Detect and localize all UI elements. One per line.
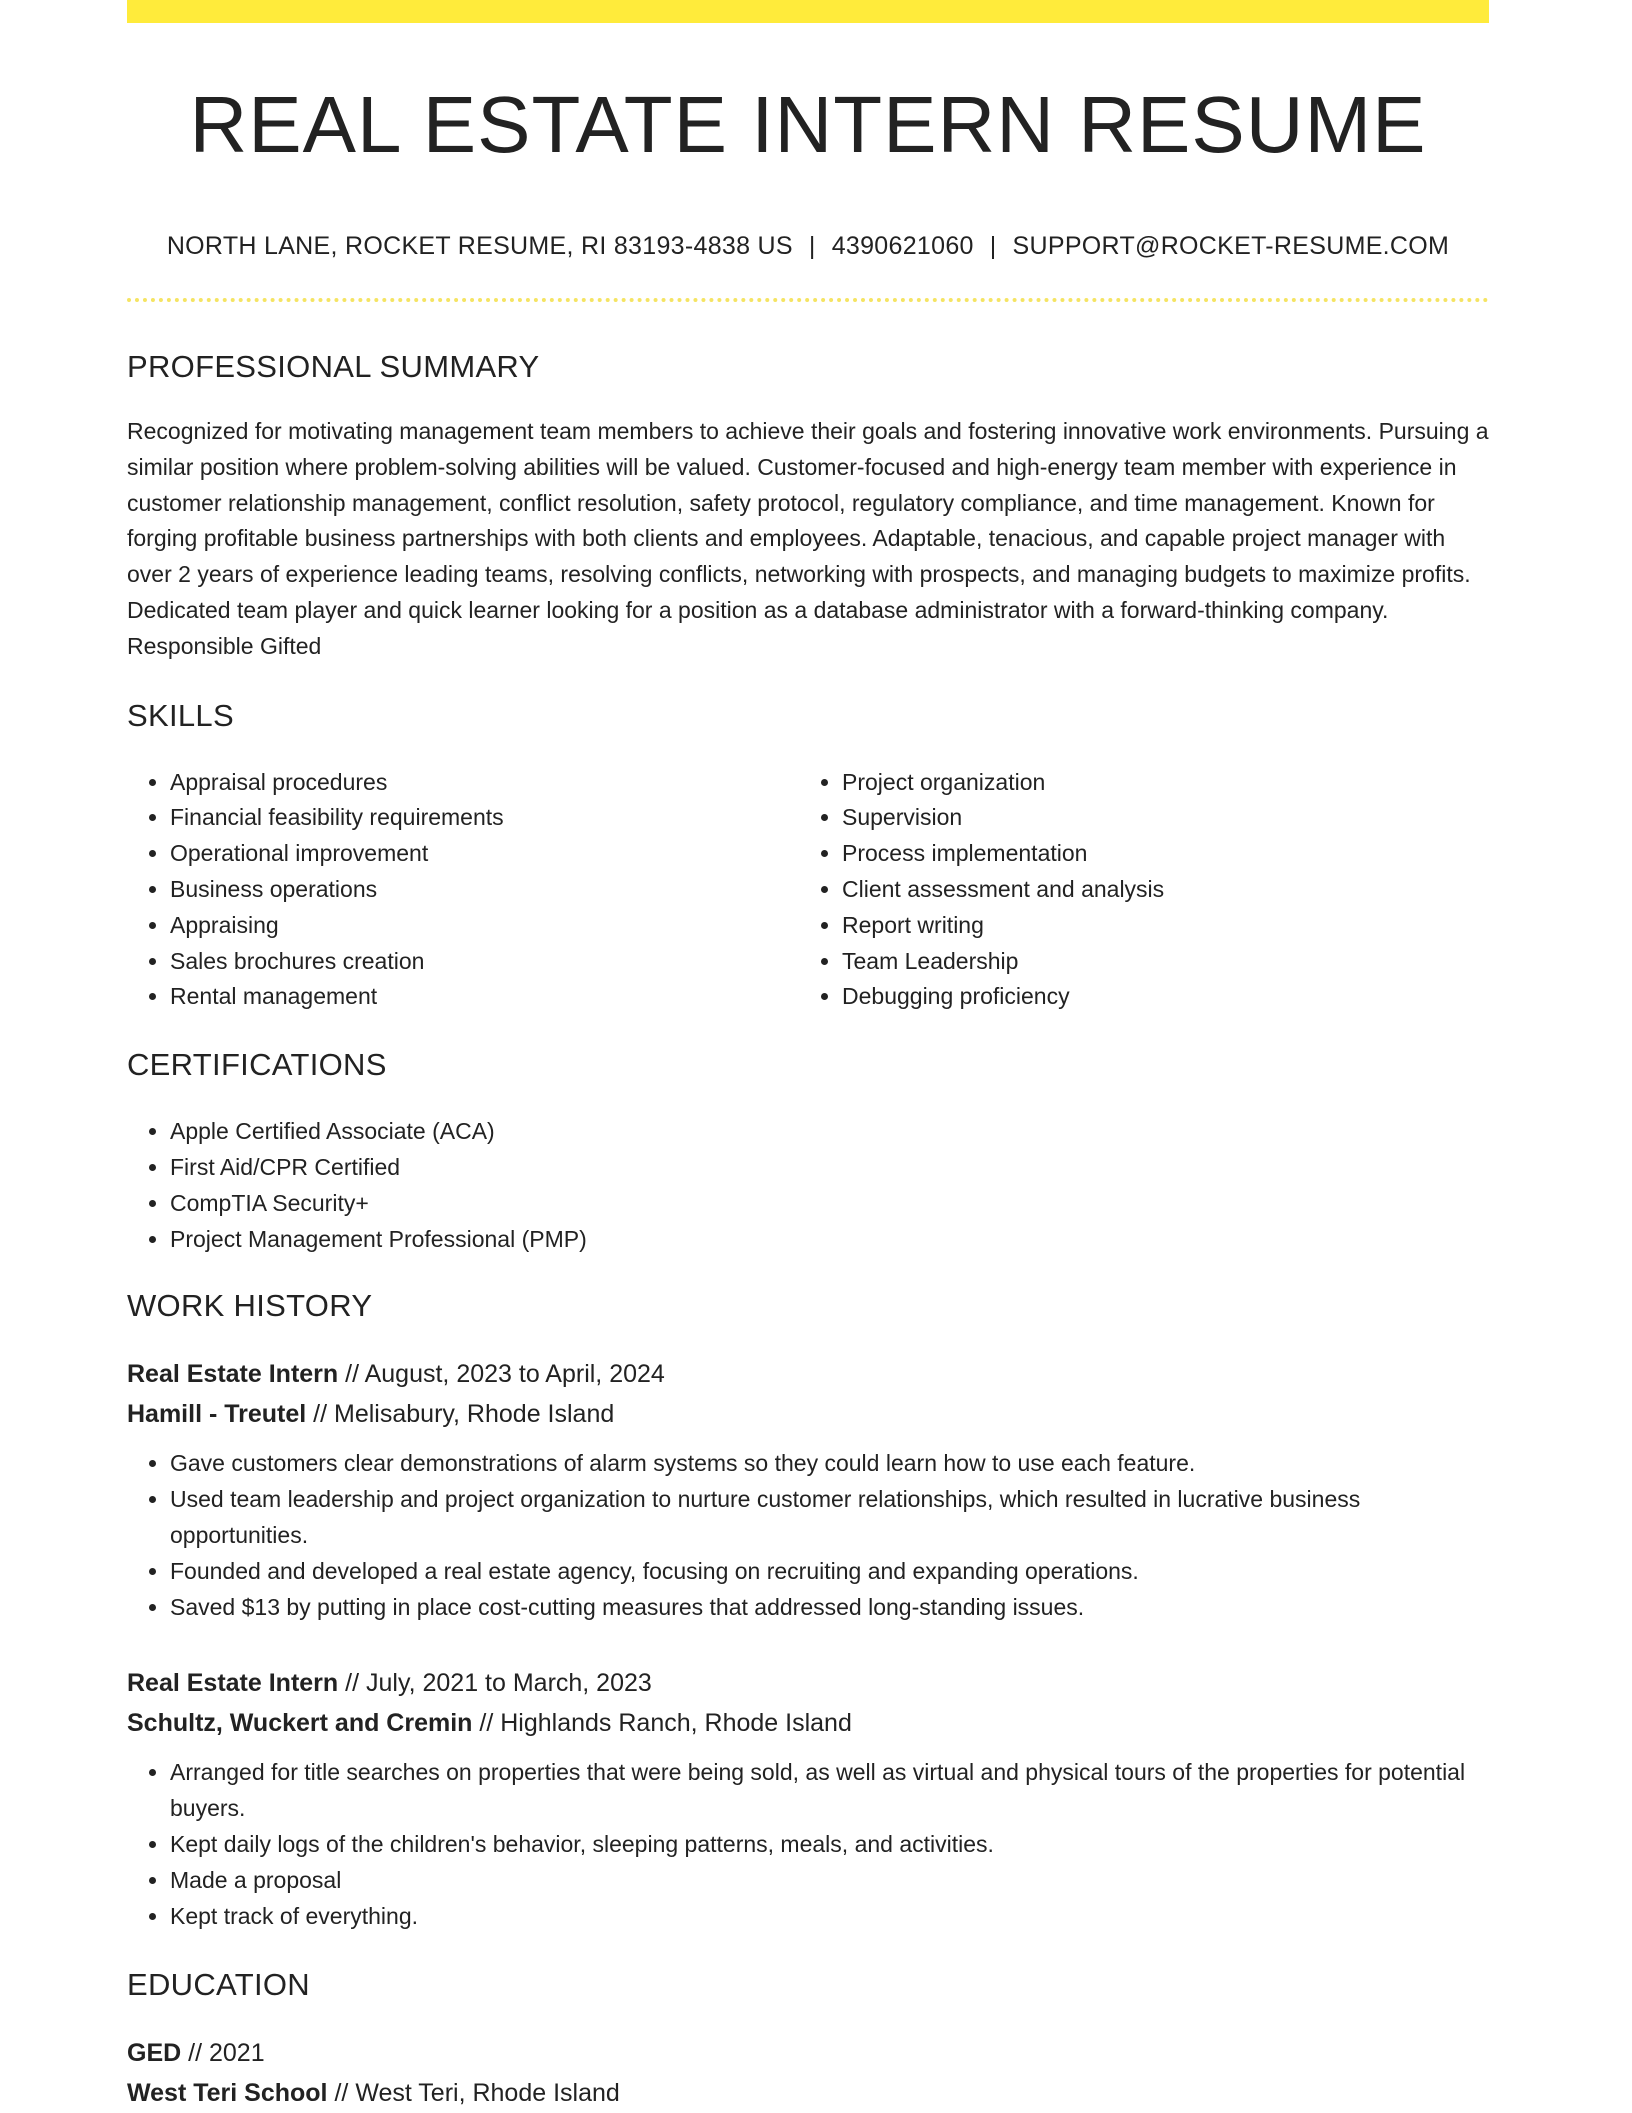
skills-grid (127, 765, 1489, 1016)
job-bullet: • Saved $13 by putting in place cost-cutting measures that addressed long-standing issues. (170, 1590, 1489, 1626)
resume-page (127, 0, 1489, 2113)
skills-list-left (127, 765, 799, 1016)
job-dates: August, 2023 to April, 2024 (364, 1360, 665, 1389)
job-bullet: • Made a proposal (170, 1863, 1489, 1899)
job-title: Real Estate Intern (127, 1669, 339, 1698)
education-degree-line (127, 2033, 1489, 2073)
job-title-line (127, 1354, 1489, 1394)
contact-phone: 4390621060 (831, 232, 974, 260)
job-bullets (127, 1446, 1489, 1625)
skill-item: • Project organization (842, 765, 1471, 801)
job-bullet: • Founded and developed a real estate agency, focusing on recruiting and expanding operations. (170, 1554, 1489, 1590)
skill-item: • Business operations (170, 872, 799, 908)
skill-item: • Operational improvement (170, 836, 799, 872)
job-separator: // (338, 1669, 366, 1698)
certification-item: • Apple Certified Associate (ACA) (170, 1114, 1489, 1150)
skill-item: • Financial feasibility requirements (170, 800, 799, 836)
job-title-line (127, 1663, 1489, 1703)
job-title: Real Estate Intern (127, 1360, 339, 1389)
job-bullet: • Kept track of everything. (170, 1899, 1489, 1935)
job-bullets (127, 1755, 1489, 1934)
job-location: Highlands Ranch, Rhode Island (500, 1709, 852, 1738)
skill-item: • Report writing (842, 908, 1471, 944)
skill-item: • Supervision (842, 800, 1471, 836)
certifications-heading: CERTIFICATIONS (127, 1047, 387, 1083)
education-heading: EDUCATION (127, 1967, 310, 2003)
job-company: Hamill - Treutel (127, 1400, 307, 1429)
education-separator: // (181, 2039, 209, 2068)
job-bullet: • Kept daily logs of the children's behavior, sleeping patterns, meals, and activities. (170, 1827, 1489, 1863)
header-divider (127, 298, 1489, 302)
work-history-heading: WORK HISTORY (127, 1288, 373, 1324)
certifications-list (127, 1114, 1489, 1257)
certification-item: • CompTIA Security+ (170, 1186, 1489, 1222)
summary-text: Recognized for motivating management team members to achieve their goals and fostering innovative work environments. Pursuing a similar position where problem-solving abilities will be valued. Customer-focused and high-energy team member with experience in customer relationship management, conflict resolution, safety protocol, regulatory compliance, and time management. Known for forging profitable business partnerships with both clients and employees. Adaptable, tenacious, and capable project manager with over 2 years of experience leading teams, resolving conflicts, networking with prospects, and managing budgets to maximize profits. Dedicated team player and quick learner looking for a position as a database administrator with a forward-thinking company. Responsible Gifted (127, 418, 1489, 659)
skill-item: • Client assessment and analysis (842, 872, 1471, 908)
job-bullet: • Arranged for title searches on properties that were being sold, as well as virtual and physical tours of the properties for potential buyers. (170, 1755, 1489, 1827)
education-school-line (127, 2073, 1489, 2113)
job-bullet: • Gave customers clear demonstrations of alarm systems so they could learn how to use each feature. (170, 1446, 1489, 1482)
contact-address: NORTH LANE, ROCKET RESUME, RI 83193-4838 US (166, 232, 793, 260)
skill-item: • Rental management (170, 979, 799, 1015)
resume-title: REAL ESTATE INTERN RESUME (189, 80, 1427, 169)
summary-heading: PROFESSIONAL SUMMARY (127, 349, 540, 384)
certification-item: • Project Management Professional (PMP) (170, 1222, 1489, 1258)
job-company-line (127, 1394, 1489, 1434)
accent-top-bar (127, 0, 1489, 23)
skill-item: • Sales brochures creation (170, 944, 799, 980)
job-location: Melisabury, Rhode Island (334, 1400, 615, 1429)
contact-separator: | (989, 232, 997, 260)
job-separator: // (472, 1709, 501, 1738)
contact-separator: | (808, 232, 816, 260)
job-bullet: • Used team leadership and project organization to nurture customer relationships, which resulted in lucrative business opportunities. (170, 1482, 1489, 1554)
job-company: Schultz, Wuckert and Cremin (127, 1709, 473, 1738)
education-location: West Teri, Rhode Island (355, 2079, 620, 2108)
certification-item: • First Aid/CPR Certified (170, 1150, 1489, 1186)
skill-item: • Process implementation (842, 836, 1471, 872)
job-dates: July, 2021 to March, 2023 (365, 1669, 652, 1698)
skills-heading: SKILLS (127, 697, 234, 733)
education-separator: // (327, 2079, 356, 2108)
contact-line (127, 231, 1489, 261)
skill-item: • Appraising (170, 908, 799, 944)
skills-list-right (799, 765, 1471, 1016)
education-degree: GED (127, 2039, 182, 2068)
job-company-line (127, 1703, 1489, 1743)
skill-item: • Team Leadership (842, 944, 1471, 980)
job-separator: // (338, 1360, 365, 1389)
education-school: West Teri School (127, 2079, 328, 2108)
contact-email: SUPPORT@ROCKET-RESUME.COM (1012, 232, 1450, 260)
education-year: 2021 (208, 2039, 265, 2068)
job-separator: // (306, 1400, 335, 1429)
skill-item: • Appraisal procedures (170, 765, 799, 801)
skill-item: • Debugging proficiency (842, 979, 1471, 1015)
